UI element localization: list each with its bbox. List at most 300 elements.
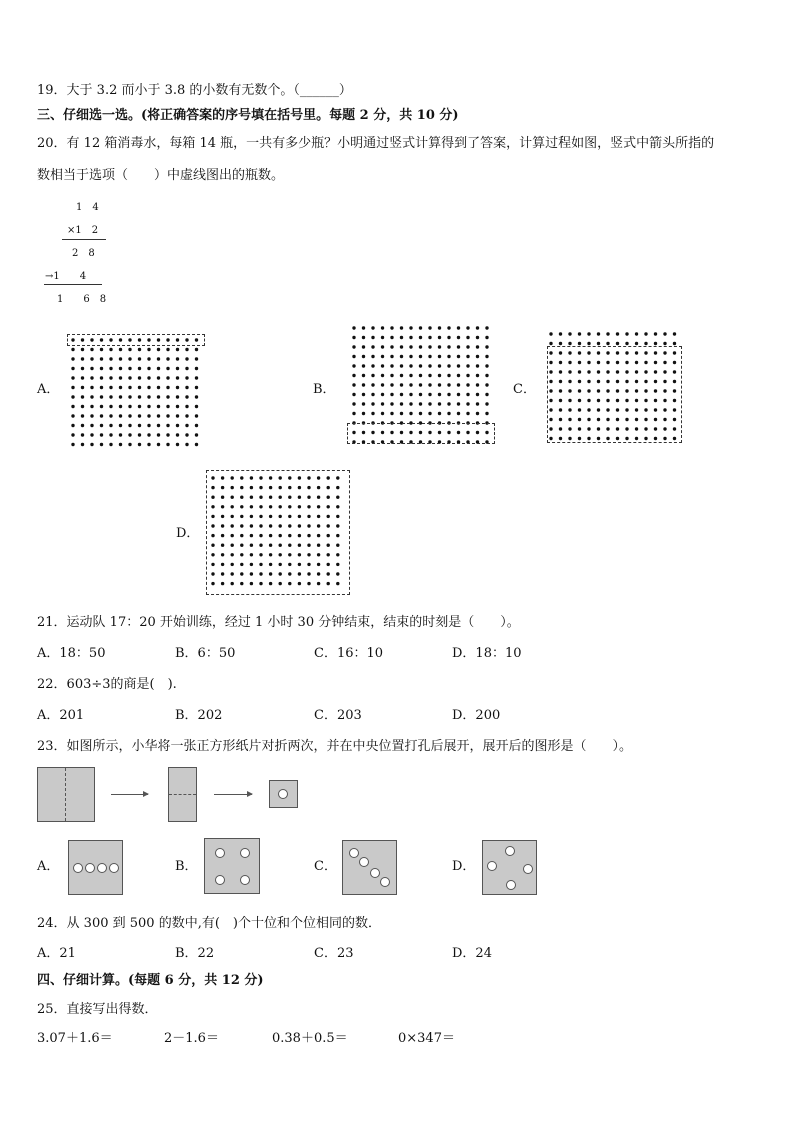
fold-line-vertical: [65, 768, 66, 821]
dot: [119, 443, 122, 446]
q20-option-a-dot-grid[interactable]: [64, 332, 210, 448]
dot: [447, 336, 450, 339]
dot: [90, 405, 93, 408]
q24-option-c[interactable]: C．23: [314, 946, 354, 961]
dot: [185, 433, 188, 436]
hole: [370, 868, 380, 878]
q23-option-a-label[interactable]: A．: [37, 859, 60, 874]
dot: [457, 393, 460, 396]
dot: [71, 386, 74, 389]
dot: [166, 357, 169, 360]
dot: [438, 336, 441, 339]
dot: [438, 412, 441, 415]
dot: [176, 405, 179, 408]
dot: [352, 412, 355, 415]
dot: [176, 376, 179, 379]
dot: [447, 374, 450, 377]
dot: [71, 395, 74, 398]
dot: [119, 395, 122, 398]
dot: [138, 405, 141, 408]
dot: [176, 433, 179, 436]
dot: [381, 393, 384, 396]
dot: [476, 374, 479, 377]
punched-hole: [278, 789, 288, 799]
dot: [138, 348, 141, 351]
dot: [147, 386, 150, 389]
dot: [419, 345, 422, 348]
hole: [215, 875, 225, 885]
dot: [81, 386, 84, 389]
dot: [625, 342, 628, 345]
dot: [109, 424, 112, 427]
dot: [457, 336, 460, 339]
dot: [166, 443, 169, 446]
dot: [362, 393, 365, 396]
dot: [466, 326, 469, 329]
dot: [100, 367, 103, 370]
dot: [419, 393, 422, 396]
hole: [85, 863, 95, 873]
dot: [476, 326, 479, 329]
dot: [400, 364, 403, 367]
dot: [371, 412, 374, 415]
dot: [663, 342, 666, 345]
calc-row-5: 1 6 8: [57, 294, 107, 305]
dot: [419, 412, 422, 415]
hole: [97, 863, 107, 873]
dot: [100, 424, 103, 427]
dot: [485, 412, 488, 415]
dot: [428, 412, 431, 415]
dot: [428, 393, 431, 396]
q21-option-b[interactable]: B．6：50: [175, 646, 236, 661]
dot: [128, 386, 131, 389]
calc-line-2: [44, 284, 102, 285]
dot: [362, 412, 365, 415]
dot: [466, 374, 469, 377]
hole: [109, 863, 119, 873]
dot: [185, 443, 188, 446]
dot: [81, 348, 84, 351]
dot: [138, 443, 141, 446]
dot: [176, 348, 179, 351]
dot: [466, 364, 469, 367]
q21-option-d[interactable]: D．18：10: [452, 646, 522, 661]
dot: [409, 345, 412, 348]
dot: [109, 414, 112, 417]
dot: [138, 433, 141, 436]
q20-option-a-dashed-box: [67, 334, 205, 346]
dot: [409, 355, 412, 358]
dot: [100, 395, 103, 398]
dot: [587, 332, 590, 335]
dot: [428, 326, 431, 329]
dot: [457, 355, 460, 358]
dot: [157, 433, 160, 436]
dot: [157, 357, 160, 360]
dot: [400, 374, 403, 377]
q20-option-c-dashed-box: [547, 346, 682, 443]
dot: [419, 402, 422, 405]
dot: [409, 412, 412, 415]
dot: [447, 326, 450, 329]
dot: [362, 345, 365, 348]
q23-option-a-figure[interactable]: [68, 840, 123, 895]
dot: [147, 376, 150, 379]
dot: [119, 386, 122, 389]
dot: [185, 348, 188, 351]
dot: [119, 357, 122, 360]
q22-option-c[interactable]: C．203: [314, 708, 362, 723]
dot: [147, 414, 150, 417]
dot: [71, 348, 74, 351]
dot: [597, 332, 600, 335]
dot: [476, 383, 479, 386]
dot: [100, 433, 103, 436]
q20-option-b-label[interactable]: B．: [313, 382, 336, 397]
dot: [466, 412, 469, 415]
dot: [362, 402, 365, 405]
dot: [138, 386, 141, 389]
dot: [390, 326, 393, 329]
q21-option-a[interactable]: A．18：50: [37, 646, 106, 661]
dot: [128, 405, 131, 408]
dot: [119, 433, 122, 436]
dot: [128, 443, 131, 446]
q23-option-c-figure[interactable]: [342, 840, 397, 895]
dot: [147, 357, 150, 360]
dot: [568, 332, 571, 335]
dot: [438, 345, 441, 348]
dot: [176, 357, 179, 360]
q23-option-b-label[interactable]: B．: [175, 859, 198, 874]
dot: [166, 367, 169, 370]
arrow-right-icon: [111, 794, 148, 795]
dot: [438, 326, 441, 329]
dot: [673, 342, 676, 345]
dot: [485, 374, 488, 377]
dot: [381, 402, 384, 405]
dot: [185, 357, 188, 360]
dot: [476, 336, 479, 339]
dot: [663, 332, 666, 335]
dot: [644, 342, 647, 345]
q19-text: 19．大于 3.2 而小于 3.8 的小数有无数个。（______）: [37, 83, 352, 98]
dot: [138, 395, 141, 398]
calc-row-3: 2 8: [72, 248, 95, 259]
dot: [438, 355, 441, 358]
q22-text: 22．603÷3的商是( ).: [37, 677, 177, 692]
dot: [597, 342, 600, 345]
dot: [157, 443, 160, 446]
dot: [195, 433, 198, 436]
dot: [466, 345, 469, 348]
dot: [447, 402, 450, 405]
quarter-folded-paper: [269, 780, 298, 808]
dot: [147, 433, 150, 436]
dot: [195, 443, 198, 446]
dot: [128, 433, 131, 436]
calc-row-2: ×1 2: [67, 225, 99, 236]
dot: [166, 395, 169, 398]
dot: [71, 405, 74, 408]
dot: [157, 414, 160, 417]
dot: [81, 433, 84, 436]
q23-option-d-label[interactable]: D．: [452, 859, 476, 874]
dot: [457, 402, 460, 405]
dot: [447, 364, 450, 367]
dot: [195, 386, 198, 389]
dot: [371, 402, 374, 405]
dot: [457, 383, 460, 386]
dot: [195, 405, 198, 408]
dot: [428, 364, 431, 367]
dot: [381, 412, 384, 415]
dot: [625, 332, 628, 335]
dot: [119, 414, 122, 417]
dot: [100, 376, 103, 379]
dot: [419, 336, 422, 339]
dot: [457, 412, 460, 415]
hole: [359, 857, 369, 867]
dot: [476, 393, 479, 396]
dot: [90, 376, 93, 379]
dot: [90, 357, 93, 360]
dot: [157, 348, 160, 351]
dot: [352, 374, 355, 377]
hole: [506, 880, 516, 890]
dot: [485, 393, 488, 396]
dot: [185, 367, 188, 370]
half-folded-paper: [168, 767, 197, 822]
dot: [485, 402, 488, 405]
dot: [578, 342, 581, 345]
fold-line-horizontal: [169, 794, 196, 795]
dot: [390, 345, 393, 348]
dot: [147, 405, 150, 408]
dot: [128, 395, 131, 398]
dot: [81, 357, 84, 360]
dot: [81, 414, 84, 417]
dot: [71, 414, 74, 417]
dot: [166, 405, 169, 408]
dot: [476, 364, 479, 367]
q24-option-b[interactable]: B．22: [175, 946, 215, 961]
dot: [176, 367, 179, 370]
dot: [381, 364, 384, 367]
dot: [390, 355, 393, 358]
hole: [487, 861, 497, 871]
dot: [128, 357, 131, 360]
dot: [176, 424, 179, 427]
dot: [352, 355, 355, 358]
dot: [71, 433, 74, 436]
dot: [457, 326, 460, 329]
dot: [400, 383, 403, 386]
dot: [485, 326, 488, 329]
dot: [352, 393, 355, 396]
dot: [147, 395, 150, 398]
dot: [176, 443, 179, 446]
dot: [128, 414, 131, 417]
dot: [147, 348, 150, 351]
dot: [90, 414, 93, 417]
dot: [438, 383, 441, 386]
dot: [428, 355, 431, 358]
dot: [362, 383, 365, 386]
dot: [109, 376, 112, 379]
dot: [128, 348, 131, 351]
dot: [400, 402, 403, 405]
dot: [90, 433, 93, 436]
q20-option-d-label[interactable]: D．: [176, 526, 200, 541]
dot: [195, 424, 198, 427]
dot: [138, 376, 141, 379]
dot: [409, 383, 412, 386]
dot: [428, 345, 431, 348]
dot: [644, 332, 647, 335]
dot: [485, 383, 488, 386]
dot: [157, 367, 160, 370]
dot: [371, 326, 374, 329]
dot: [176, 395, 179, 398]
q20-line1: 20．有 12 箱消毒水，每箱 14 瓶，一共有多少瓶？小明通过竖式计算得到了答案，计算过程如图，竖式中箭头所指的: [37, 136, 715, 151]
dot: [371, 345, 374, 348]
q22-option-b[interactable]: B．202: [175, 708, 223, 723]
calc-row-1: 1 4: [76, 202, 99, 213]
dot: [195, 376, 198, 379]
dot: [549, 332, 552, 335]
dot: [466, 393, 469, 396]
dot: [419, 364, 422, 367]
q24-option-d[interactable]: D．24: [452, 946, 492, 961]
dot: [428, 402, 431, 405]
dot: [457, 374, 460, 377]
dot: [195, 414, 198, 417]
dot: [109, 405, 112, 408]
dot: [157, 424, 160, 427]
dot: [606, 342, 609, 345]
q25-item-4: 0×347＝: [398, 1031, 455, 1046]
dot: [109, 395, 112, 398]
dot: [81, 395, 84, 398]
arrow-right-icon: [214, 794, 252, 795]
dot: [578, 332, 581, 335]
dot: [466, 383, 469, 386]
dot: [100, 443, 103, 446]
q23-option-d-figure[interactable]: [482, 840, 537, 895]
dot: [138, 367, 141, 370]
dot: [119, 348, 122, 351]
dot: [400, 393, 403, 396]
dot: [381, 374, 384, 377]
dot: [71, 357, 74, 360]
dot: [100, 357, 103, 360]
dot: [390, 374, 393, 377]
dot: [81, 376, 84, 379]
dot: [447, 355, 450, 358]
dot: [195, 348, 198, 351]
dot: [447, 393, 450, 396]
dot: [81, 424, 84, 427]
dot: [176, 386, 179, 389]
dot: [128, 367, 131, 370]
dot: [485, 336, 488, 339]
q20-option-a-label[interactable]: A．: [37, 382, 60, 397]
dot: [409, 336, 412, 339]
dot: [166, 414, 169, 417]
q23-text: 23．如图所示，小华将一张正方形纸片对折两次，并在中央位置打孔后展开，展开后的图形是（ ）。: [37, 739, 633, 754]
dot: [457, 345, 460, 348]
dot: [400, 326, 403, 329]
section4-title: 四、仔细计算。(每题 6 分，共 12 分): [37, 973, 264, 988]
q22-option-d[interactable]: D．200: [452, 708, 501, 723]
dot: [466, 355, 469, 358]
dot: [352, 402, 355, 405]
dot: [128, 376, 131, 379]
dot: [419, 374, 422, 377]
dot: [119, 405, 122, 408]
dot: [119, 424, 122, 427]
dot: [606, 332, 609, 335]
dot: [371, 374, 374, 377]
dot: [400, 355, 403, 358]
dot: [371, 355, 374, 358]
dot: [166, 433, 169, 436]
dot: [381, 383, 384, 386]
q22-option-a[interactable]: A．201: [37, 708, 85, 723]
q24-option-a[interactable]: A．21: [37, 946, 76, 961]
q25-item-3: 0.38＋0.5＝: [272, 1031, 348, 1046]
dot: [447, 345, 450, 348]
dot: [438, 364, 441, 367]
dot: [166, 348, 169, 351]
dot: [419, 355, 422, 358]
dot: [381, 326, 384, 329]
dot: [128, 424, 131, 427]
dot: [109, 348, 112, 351]
dot: [476, 402, 479, 405]
dot: [157, 376, 160, 379]
q20-option-c-label[interactable]: C．: [513, 382, 536, 397]
dot: [100, 348, 103, 351]
dot: [185, 395, 188, 398]
dot: [109, 443, 112, 446]
section3-title: 三、仔细选一选。(将正确答案的序号填在括号里。每题 2 分，共 10 分): [37, 108, 459, 123]
dot: [485, 364, 488, 367]
dot: [185, 405, 188, 408]
dot: [466, 336, 469, 339]
dot: [476, 355, 479, 358]
dot: [400, 345, 403, 348]
dot: [352, 383, 355, 386]
dot: [138, 414, 141, 417]
hole: [523, 864, 533, 874]
q23-option-c-label[interactable]: C．: [314, 859, 337, 874]
dot: [185, 424, 188, 427]
dot: [81, 367, 84, 370]
dot: [419, 326, 422, 329]
dot: [119, 376, 122, 379]
dot: [362, 364, 365, 367]
q25-item-1: 3.07＋1.6＝: [37, 1031, 113, 1046]
dot: [100, 386, 103, 389]
q23-option-b-figure[interactable]: [204, 838, 260, 894]
dot: [185, 414, 188, 417]
dot: [381, 336, 384, 339]
q21-option-c[interactable]: C．16：10: [314, 646, 384, 661]
dot: [654, 342, 657, 345]
